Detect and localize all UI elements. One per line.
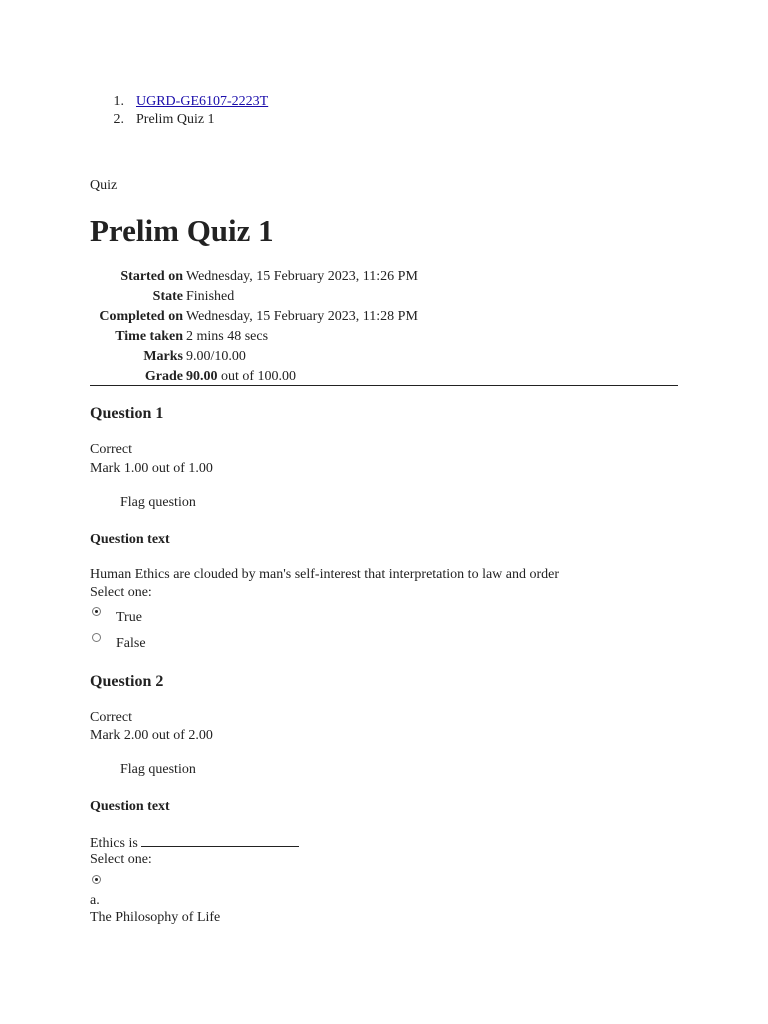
summary-value: 9.00/10.00 [186,349,246,364]
summary-label: Marks [143,349,183,364]
summary-value: 2 mins 48 secs [186,329,269,344]
page-kicker: Quiz [90,178,118,193]
question-text [90,834,299,852]
answer-blank [141,834,299,847]
question-mark: Mark 2.00 out of 2.00 [90,728,213,743]
grade-suffix: out of 100.00 [217,369,297,384]
radio-false[interactable] [92,633,101,642]
question-heading: Question 1 [90,405,164,422]
quiz-summary-table [90,267,678,387]
summary-row-grade [90,367,678,387]
question-text-heading: Question text [90,799,170,814]
summary-value: Wednesday, 15 February 2023, 11:28 PM [186,309,418,324]
summary-label: Started on [120,269,183,284]
summary-value [186,367,678,387]
question-status: Correct [90,710,132,725]
summary-value: Wednesday, 15 February 2023, 11:26 PM [186,269,418,284]
select-one-label: Select one: [90,852,152,867]
summary-value: Finished [186,289,235,304]
summary-divider [90,385,678,386]
question-text-content: Ethics is [90,836,142,851]
summary-row [90,327,678,347]
question-text-heading: Question text [90,532,170,547]
breadcrumb-number: 2. [113,112,124,127]
radio-true[interactable] [92,607,101,616]
page-title: Prelim Quiz 1 [90,213,274,248]
option-label-a: The Philosophy of Life [90,910,221,925]
option-letter: a. [90,893,100,908]
breadcrumb-link-course[interactable]: UGRD-GE6107-2223T [136,94,269,109]
question-status: Correct [90,442,132,457]
summary-row [90,307,678,327]
radio-option-a[interactable] [92,875,101,884]
summary-label: Time taken [115,329,183,344]
breadcrumb-current: Prelim Quiz 1 [136,112,215,127]
summary-label: Completed on [99,309,183,324]
summary-label: State [152,289,183,304]
flag-question-link[interactable]: Flag question [120,762,196,777]
summary-row [90,267,678,287]
question-heading: Question 2 [90,673,164,690]
flag-question-link[interactable]: Flag question [120,495,196,510]
summary-row [90,347,678,367]
option-label-true: True [116,610,142,625]
breadcrumb-number: 1. [113,94,124,109]
summary-row [90,287,678,307]
grade-score: 90.00 [186,369,218,384]
question-text: Human Ethics are clouded by man's self-interest that interpretation to law and order [90,567,560,582]
select-one-label: Select one: [90,585,152,600]
summary-label: Grade [144,369,183,384]
option-label-false: False [116,636,146,651]
question-mark: Mark 1.00 out of 1.00 [90,461,213,476]
